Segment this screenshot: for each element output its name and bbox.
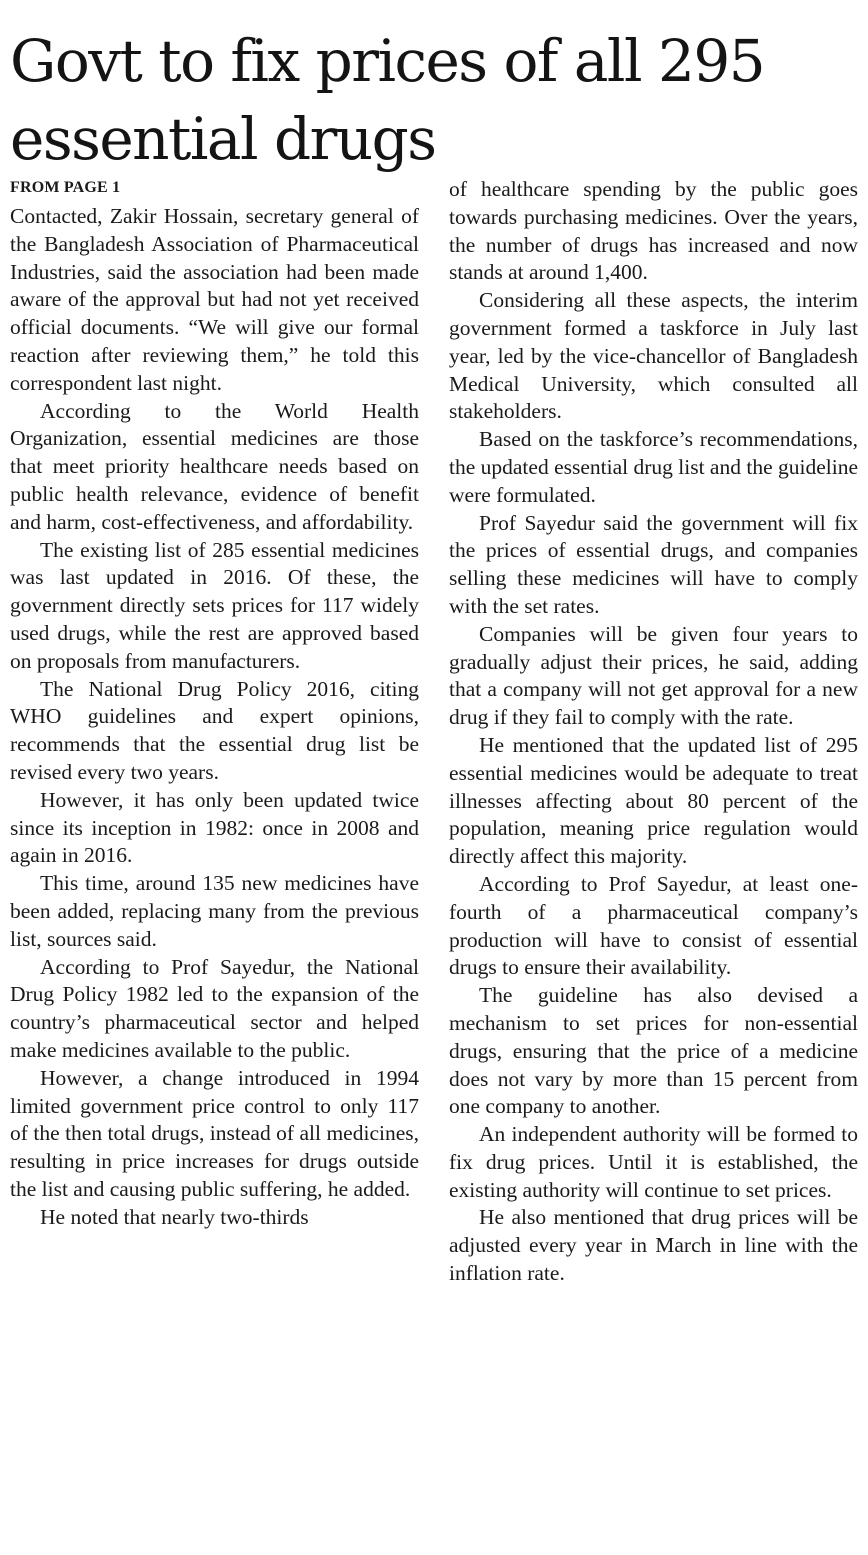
- paragraph: This time, around 135 new medicines have been added, replacing many from the previous list, sources said.: [10, 871, 419, 951]
- paragraph: Companies will be given four years to gradually adjust their prices, he said, adding that a company will not get approval for a new drug if they fail to comply with the rate.: [449, 621, 858, 730]
- paragraph: According to Prof Sayedur, the National Drug Policy 1982 led to the expansion of the country’s pharmaceutical sector and helped make medicines available to the public.: [10, 954, 419, 1062]
- paragraph: Considering all these aspects, the interim government formed a taskforce in July last year, led by the vice-chancellor of Bangladesh Medical University, which consulted all stakeholders.: [449, 288, 858, 424]
- paragraph: According to Prof Sayedur, at least one-fourth of a pharmaceutical company’s production will have to consist of essential drugs to ensure their availability.: [449, 871, 858, 980]
- paragraph: The National Drug Policy 2016, citing WHO guidelines and expert opinions, recommends that the essential drug list be revised every two years.: [10, 676, 419, 784]
- paragraph: Contacted, Zakir Hossain, secretary general of the Bangladesh Association of Pharmaceutical Industries, said the association had been made aware of the approval but had not yet received official documents. “We will give our formal reaction after reviewing them,” he told this correspondent last night.: [10, 204, 419, 395]
- paragraph: An independent authority will be formed to fix drug prices. Until it is established, the existing authority will continue to set prices.: [449, 1122, 858, 1202]
- paragraph: He also mentioned that drug prices will be adjusted every year in March in line with the inflation rate.: [449, 1205, 858, 1286]
- article-column-right: [449, 176, 858, 1288]
- paragraph: Prof Sayedur said the government will fix the prices of essential drugs, and companies selling these medicines will have to comply with the set rates.: [449, 510, 858, 618]
- article-headline: Govt to fix prices of all 295 essential drugs: [10, 27, 765, 173]
- paragraph: According to the World Health Organization, essential medicines are those that meet priority healthcare needs based on public health relevance, evidence of benefit and harm, cost-effectiveness, and affordability.: [10, 398, 419, 534]
- paragraph: However, it has only been updated twice since its inception in 1982: once in 2008 and again in 2016.: [10, 787, 419, 868]
- paragraph: of healthcare spending by the public goes towards purchasing medicines. Over the years, the number of drugs has increased and now stands at around 1,400.: [449, 177, 858, 285]
- paragraph: Based on the taskforce’s recommendations, the updated essential drug list and the guideline were formulated.: [449, 427, 858, 507]
- paragraph: He noted that nearly two-thirds: [40, 1204, 309, 1229]
- article-column-left: [10, 203, 419, 1231]
- paragraph: The existing list of 285 essential medicines was last updated in 2016. Of these, the government directly sets prices for 117 widely used drugs, while the rest are approved based on proposals from manufacturers.: [10, 537, 419, 673]
- paragraph: He mentioned that the updated list of 295 essential medicines would be adequate to treat illnesses affecting about 80 percent of the population, meaning price regulation would directly affect this majority.: [449, 732, 858, 869]
- continuation-kicker: FROM PAGE 1: [10, 179, 121, 196]
- paragraph: However, a change introduced in 1994 limited government price control to only 117 of the then total drugs, instead of all medicines, resulting in price increases for drugs outside the list and causing public suffering, he added.: [10, 1065, 419, 1201]
- paragraph: The guideline has also devised a mechanism to set prices for non-essential drugs, ensuring that the price of a medicine does not vary by more than 15 percent from one company to another.: [449, 983, 858, 1119]
